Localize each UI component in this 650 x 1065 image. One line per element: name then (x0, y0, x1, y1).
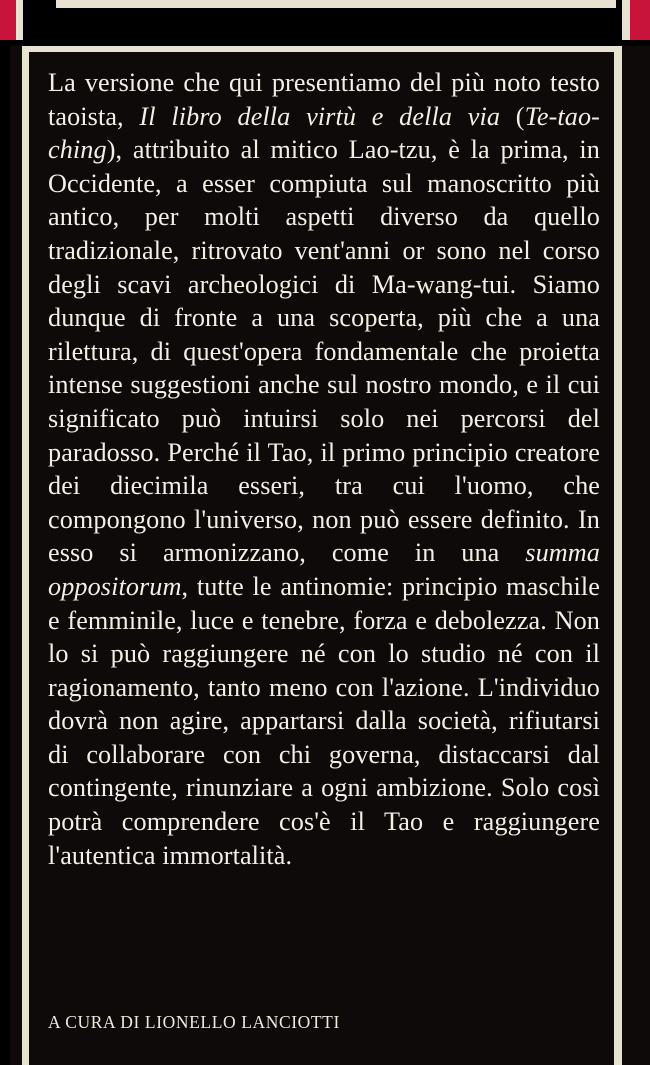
blurb-book-title-original: Te-tao-ching (48, 101, 600, 165)
top-decorative-band (0, 0, 650, 46)
blurb-paragraph (48, 66, 600, 872)
red-block-left (0, 0, 16, 40)
blurb-book-title: Il libro della virtù e della via (139, 101, 501, 131)
red-block-right (630, 0, 650, 40)
blurb-container (48, 66, 600, 872)
outer-black-margin (0, 46, 10, 1065)
blurb-latin-phrase: summa oppositorum (48, 538, 600, 601)
blurb-part-1: La versione che qui presentiamo del più noto testo taoista, (48, 68, 600, 131)
cream-rule-left-top (16, 0, 23, 40)
cream-rule-horizontal-top (29, 46, 614, 52)
cream-rule-vertical-left (22, 46, 29, 1065)
cream-rule-top (56, 0, 616, 8)
blurb-part-2: ( (500, 101, 525, 131)
cream-rule-right-top (622, 0, 630, 40)
cream-rule-vertical-right (614, 46, 622, 1065)
blurb-part-4: , tutte le antinomie: principio maschile e femminile, luce e tenebre, forza e debolezza. Non lo si può raggiungere né con lo studio né con il ragionamento, tanto meno con l'azione. L'individuo dovrà non agire, appartarsi dalla società, rifiutarsi di collaborare con chi governa, distaccarsi dal contingente, rinunziare a ogni ambizione. Solo così potrà comprendere cos'è il Tao e raggiungere l'autentica immortalità. (48, 571, 600, 870)
blurb-part-3: ), attribuito al mitico Lao-tzu, è la prima, in Occidente, a esser compiuta sul manoscritto più antico, per molti aspetti diverso da quello tradizionale, ritrovato vent'anni or sono nel corso degli scavi archeologici di Ma-wang-tui. Siamo dunque di fronte a una scoperta, più che a una rilettura, di quest'opera fondamentale che proietta intense suggestioni anche sul nostro mondo, e il cui significato può intuirsi solo nei percorsi del paradosso. Perché il Tao, il primo principio creatore dei diecimila esseri, tra cui l'uomo, che compongono l'universo, non può essere definito. In esso si armonizzano, come in una (48, 135, 600, 568)
editor-credit: A CURA DI LIONELLO LANCIOTTI (48, 1012, 340, 1032)
